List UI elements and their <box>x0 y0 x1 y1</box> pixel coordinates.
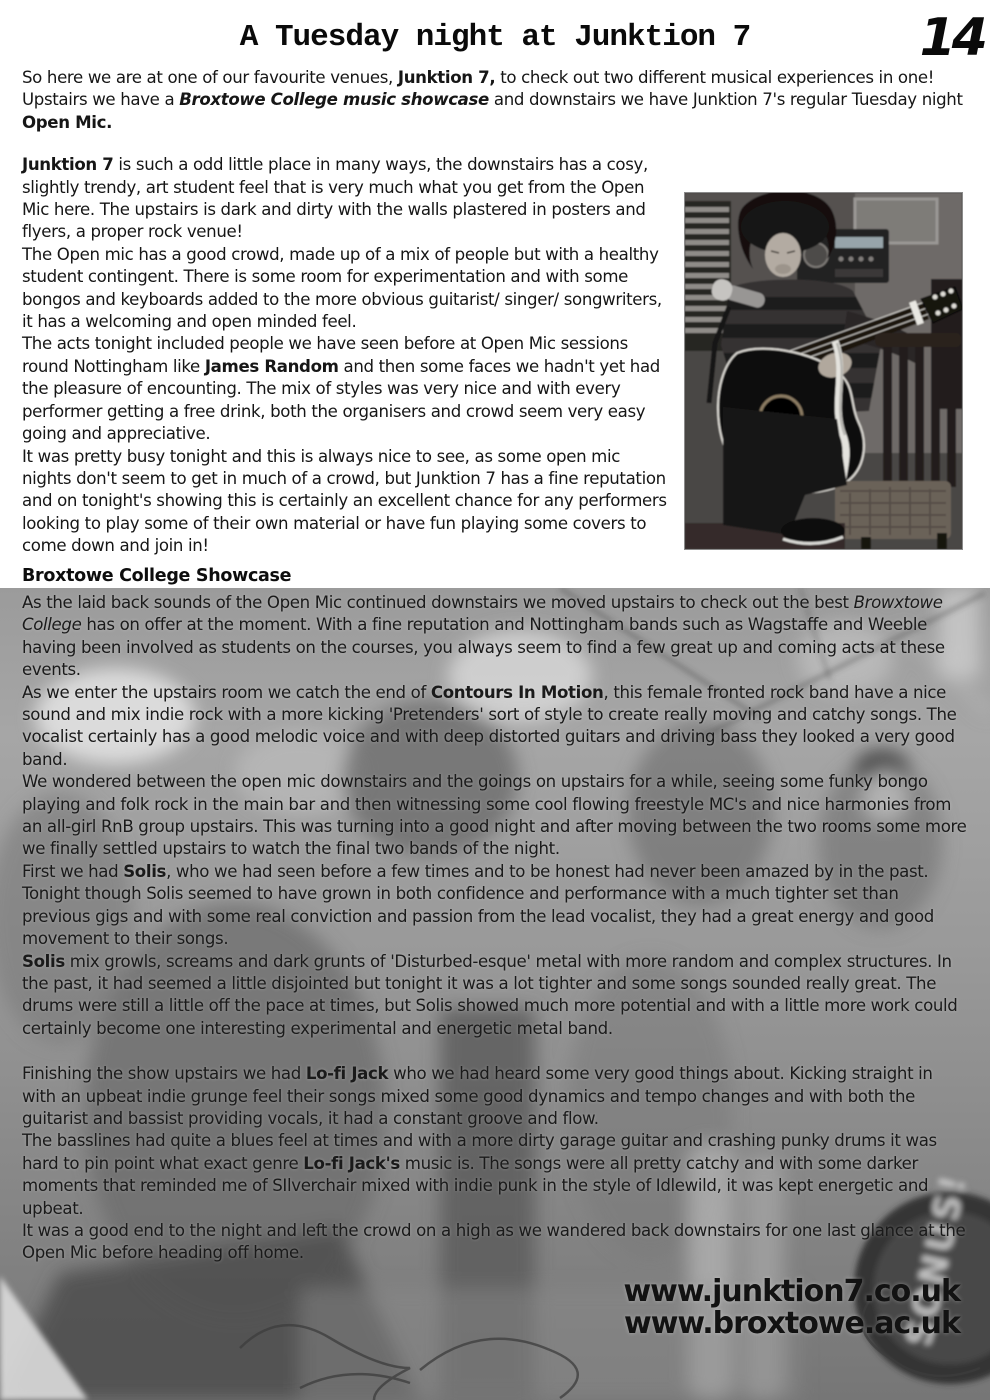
showcase-review-text <box>22 592 968 1265</box>
open-mic-review <box>22 154 968 557</box>
open-mic-paragraph: It was pretty busy tonight and this is always nice to see, as some open mic nights don't seem to get in much of a crowd, but Junktion 7 has a fine reputation and on tonight's showing this is certainly an excellent chance for any performers looking to play some of their own material or have fun playing some covers to come down and join in! <box>22 446 667 556</box>
showcase-heading: Broxtowe College Showcase <box>22 566 292 586</box>
showcase-paragraph: It was a good end to the night and left the crowd on a high as we wandered back downstairs for one last glance at the Open Mic before heading off home. <box>22 1220 966 1263</box>
guitarist-photo-image <box>685 193 962 549</box>
page-title: A Tuesday night at Junktion 7 <box>239 20 751 55</box>
showcase-section <box>0 588 990 1400</box>
drum-head-text: SONUS! <box>898 1168 976 1350</box>
page-number: 14 <box>919 8 984 68</box>
showcase-paragraph: The basslines had quite a blues feel at times and with a more dirty garage guitar and crashing punky drums it was hard to pin point what exact genre Lo-fi Jack's music is. The songs were all pretty catchy and with some darker moments that reminded me of SIlverchair mixed with indie punk in the style of Idlewild, it was kept energetic and upbeat. <box>22 1131 937 1218</box>
open-mic-paragraph: The acts tonight included people we have seen before at Open Mic sessions round Nottingham like James Random and then some faces we hadn't yet had the pleasure of encounting. The mix of styles was very nice and with every performer getting a free drink, both the organisers and crowd seem very easy going and appreciative. <box>22 334 660 444</box>
guitarist-photo <box>684 192 963 550</box>
showcase-paragraph: Solis mix growls, screams and dark grunts of 'Disturbed-esque' metal with more random and complex structures. In the past, it had seemed a little disjointed but tonight it was a lot tighter and some songs sounded really great. The drums were still a little off the pace at times, but Solis showed much more potential and with a little more work could certainly become one interesting experimental and energetic metal band. <box>22 951 958 1038</box>
open-mic-paragraph: The Open mic has a good crowd, made up of a mix of people but with a healthy student contingent. There is some room for experimentation and with some bongos and keyboards added to the more obvious guitarist/ singer/ songwriters, it has a welcoming and open minded feel. <box>22 244 662 332</box>
showcase-paragraph: As the laid back sounds of the Open Mic continued downstairs we moved upstairs to check out the best Browxtowe College has on offer at the moment. With a fine reputation and Nottingham bands such as Wagstaffe and Weeble having been involved as students on the courses, you always seem to find a few great up and coming acts at these events. <box>22 593 945 680</box>
website-urls <box>623 1276 960 1340</box>
open-mic-paragraph: Junktion 7 is such a odd little place in many ways, the downstairs has a cosy, slightly trendy, art student feel that is very much what you get from the Open Mic here. The upstairs is dark and dirty with the walls plastered in posters and flyers, a proper rock venue! <box>22 155 648 242</box>
showcase-paragraph: As we enter the upstairs room we catch the end of Contours In Motion, this female fronted rock band have a nice sound and mix indie rock with a more kicking 'Pretenders' sort of style to create really moving and catchy songs. The vocalist certainly has a good melodic voice and with deep distorted guitars and driving bass they looked a very good band. <box>22 682 957 769</box>
showcase-paragraph: First we had Solis, who we had seen before a few times and to be honest had never been amazed by in the past. Tonight though Solis seemed to have grown in both confidence and performance with a much tighter set than previous gigs and with some real conviction and passion from the lead vocalist, they had a great energy and good movement to their songs. <box>22 861 934 949</box>
intro-paragraph: So here we are at one of our favourite venues, Junktion 7, to check out two different musical experiences in one! Upstairs we have a Broxtowe College music showcase and downstairs we have Junktion 7's regular Tuesday night Open Mic. <box>22 68 963 132</box>
website-url-broxtowe: www.broxtowe.ac.uk <box>624 1306 960 1341</box>
showcase-paragraph: We wondered between the open mic downstairs and the goings on upstairs for a while, seeing some funky bongo playing and folk rock in the main bar and then witnessing some cool flowing freestyle MC's and nice harmonies from an all-girl RnB group upstairs. This was turning into a good night and after moving between the two rooms some more we finally settled upstairs to watch the final two bands of the night. <box>22 772 967 859</box>
showcase-paragraph: Finishing the show upstairs we had Lo-fi Jack who we had heard some very good things about. Kicking straight in with an upbeat indie grunge feel their songs mixed some good dynamics and tempo changes and with both the guitarist and bassist providing vocals, it had a constant groove and flow. <box>22 1064 933 1128</box>
website-url-junktion7: www.junktion7.co.uk <box>623 1274 960 1309</box>
